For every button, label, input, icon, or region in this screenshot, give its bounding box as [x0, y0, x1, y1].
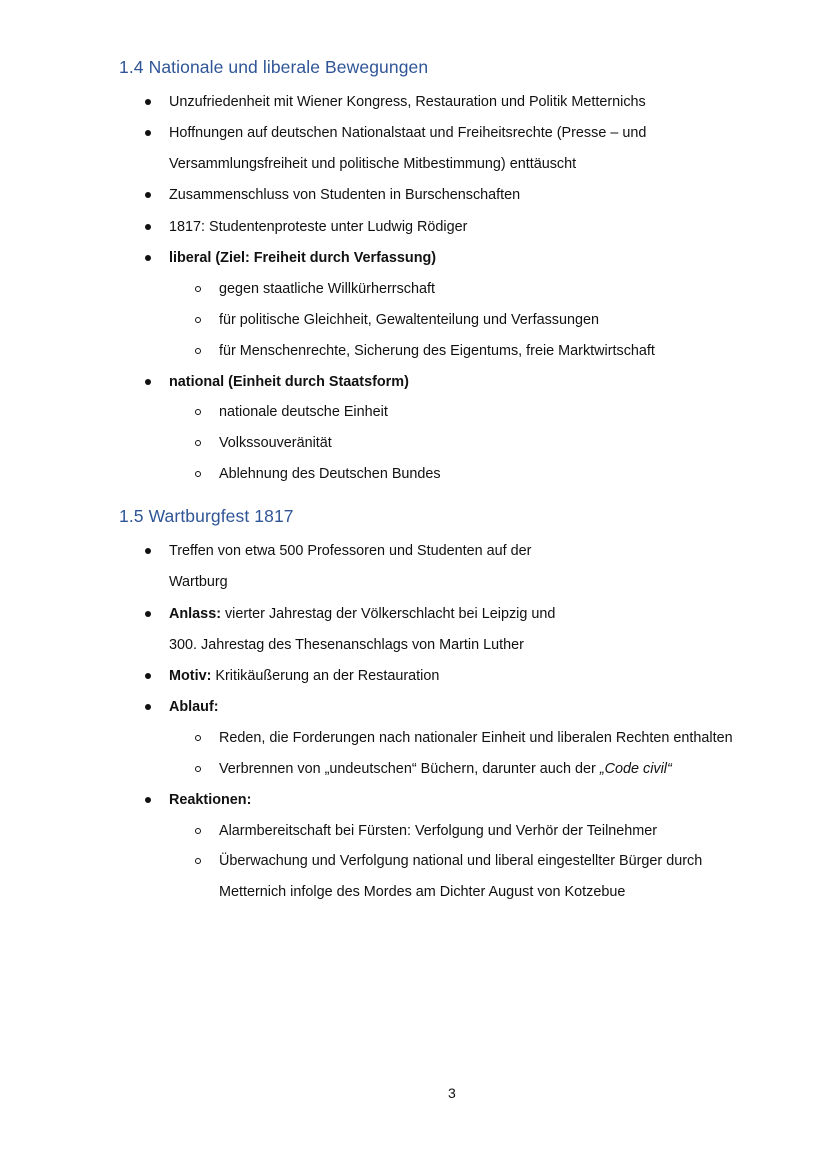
bullet-icon [145, 797, 151, 803]
list-item-reaktionen: Reaktionen: [169, 792, 252, 808]
list-item: Unzufriedenheit mit Wiener Kongress, Restauration und Politik Metternichs [169, 94, 646, 110]
circle-bullet-icon [195, 317, 201, 323]
sub-list-item: Reden, die Forderungen nach nationaler Einheit und liberalen Rechten enthalten [219, 730, 733, 746]
sub-list-item: Ablehnung des Deutschen Bundes [219, 466, 441, 482]
sub-list-item [219, 760, 672, 778]
sub-list-item: Überwachung und Verfolgung national und liberal eingestellter Bürger durch [219, 853, 703, 869]
page-number: 3 [448, 1085, 456, 1101]
circle-bullet-icon [195, 471, 201, 477]
circle-bullet-icon [195, 286, 201, 292]
bullet-icon [145, 704, 151, 710]
sub-list-item-continuation: Metternich infolge des Mordes am Dichter August von Kotzebue [219, 884, 626, 900]
circle-bullet-icon [195, 735, 201, 741]
bullet-icon [145, 548, 151, 554]
sub-list-item: für Menschenrechte, Sicherung des Eigentums, freie Marktwirtschaft [219, 343, 655, 359]
circle-bullet-icon [195, 766, 201, 772]
list-item-continuation: Versammlungsfreiheit und politische Mitbestimmung) enttäuscht [169, 156, 577, 172]
sub-list-item: Alarmbereitschaft bei Fürsten: Verfolgung und Verhör der Teilnehmer [219, 823, 658, 839]
motiv-text: Kritikäußerung an der Restauration [211, 668, 440, 684]
motiv-label: Motiv: [169, 668, 212, 684]
code-civil-italic: „Code civil“ [599, 761, 672, 777]
circle-bullet-icon [195, 440, 201, 446]
bullet-icon [145, 255, 151, 261]
sub-list-item: Volkssouveränität [219, 435, 332, 451]
circle-bullet-icon [195, 828, 201, 834]
bullet-icon [145, 130, 151, 136]
circle-bullet-icon [195, 858, 201, 864]
list-item: 1817: Studentenproteste unter Ludwig Rödiger [169, 219, 468, 235]
list-item-national: national (Einheit durch Staatsform) [169, 374, 409, 390]
sub-list-item: gegen staatliche Willkürherrschaft [219, 281, 435, 297]
bullet-icon [145, 379, 151, 385]
list-item-ablauf: Ablauf: [169, 699, 219, 715]
list-item: Treffen von etwa 500 Professoren und Studenten auf der [169, 543, 532, 559]
bullet-icon [145, 224, 151, 230]
list-item-continuation: 300. Jahrestag des Thesenanschlags von Martin Luther [169, 637, 524, 653]
list-item-liberal: liberal (Ziel: Freiheit durch Verfassung) [169, 250, 437, 266]
bullet-icon [145, 611, 151, 617]
anlass-text: vierter Jahrestag der Völkerschlacht bei Leipzig und [220, 606, 556, 622]
list-item-continuation: Wartburg [169, 574, 228, 590]
anlass-label: Anlass: [169, 606, 221, 622]
section-heading-1-5: 1.5 Wartburgfest 1817 [119, 506, 294, 526]
list-item: Zusammenschluss von Studenten in Burschenschaften [169, 187, 521, 203]
circle-bullet-icon [195, 409, 201, 415]
circle-bullet-icon [195, 348, 201, 354]
bullet-icon [145, 192, 151, 198]
bullet-icon [145, 673, 151, 679]
list-item-motiv [169, 667, 439, 685]
section-heading-1-4: 1.4 Nationale und liberale Bewegungen [119, 57, 429, 77]
sub-list-item: für politische Gleichheit, Gewaltenteilung und Verfassungen [219, 312, 599, 328]
sub-list-item: nationale deutsche Einheit [219, 404, 388, 420]
sub-list-item-text: Verbrennen von „undeutschen“ Büchern, darunter auch der [219, 761, 600, 777]
list-item-anlass [169, 605, 555, 623]
list-item: Hoffnungen auf deutschen Nationalstaat und Freiheitsrechte (Presse – und [169, 125, 647, 141]
bullet-icon [145, 99, 151, 105]
